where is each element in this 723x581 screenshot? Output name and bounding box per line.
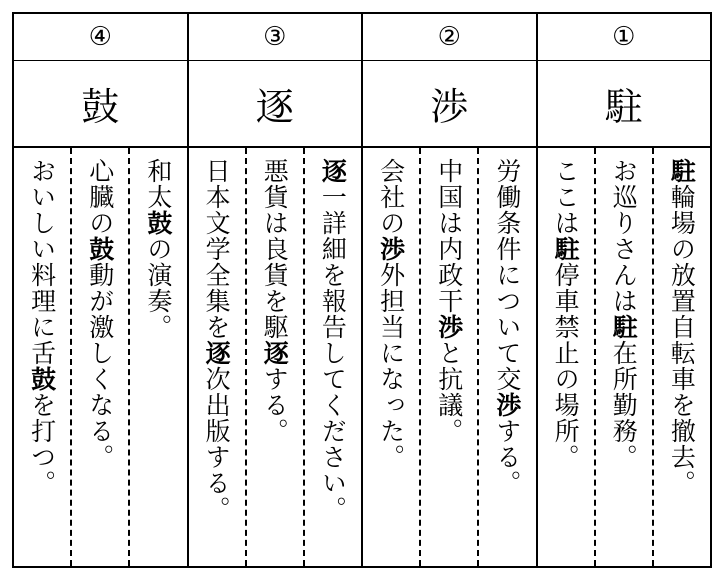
target-kanji: 逐 xyxy=(255,84,294,129)
example-sentence xyxy=(492,158,522,496)
number-cell-4 xyxy=(14,14,189,60)
sentence-text: する。 xyxy=(260,366,290,444)
column-number: ④ xyxy=(88,22,112,52)
highlighted-kanji: 渉 xyxy=(376,236,406,262)
example-sentence xyxy=(85,158,115,470)
highlighted-kanji: 駐 xyxy=(609,314,639,340)
sentence-column xyxy=(654,148,710,566)
sentence-text: 心臓の xyxy=(85,158,115,236)
sentence-text: と抗議。 xyxy=(434,340,464,444)
highlighted-kanji: 鼓 xyxy=(27,366,57,392)
column-number: ① xyxy=(612,22,636,52)
worksheet-table xyxy=(12,12,712,568)
number-cell-1 xyxy=(538,14,711,60)
sentence-column xyxy=(305,148,361,566)
sentence-text: 輪場の放置自転車を撤去。 xyxy=(667,184,697,496)
example-sentence xyxy=(27,158,57,496)
sentence-text: する。 xyxy=(492,418,522,496)
sentence-text: おいしい料理に舌 xyxy=(27,158,57,366)
sentence-column xyxy=(537,148,595,566)
highlighted-kanji: 逐 xyxy=(318,158,348,184)
sentence-text: 日本文学全集を xyxy=(202,158,232,340)
sentence-text: 動が激しくなる。 xyxy=(85,262,115,470)
sentence-text: 和太 xyxy=(143,158,173,210)
example-sentence xyxy=(434,158,464,444)
sentence-text: の演奏。 xyxy=(143,236,173,340)
example-sentence xyxy=(143,158,173,340)
sentence-text: 次出版する。 xyxy=(202,366,232,522)
sentence-column xyxy=(188,148,246,566)
sentence-text: 中国は内政干 xyxy=(434,158,464,314)
sentence-column xyxy=(596,148,654,566)
highlighted-kanji: 駐 xyxy=(667,158,697,184)
highlighted-kanji: 逐 xyxy=(260,340,290,366)
sentence-column xyxy=(72,148,130,566)
highlighted-kanji: 渉 xyxy=(434,314,464,340)
sentence-column xyxy=(421,148,479,566)
column-number: ② xyxy=(437,22,461,52)
example-sentence xyxy=(609,158,639,470)
highlighted-kanji: 鼓 xyxy=(143,210,173,236)
number-cell-3 xyxy=(189,14,364,60)
sentence-text: を打つ。 xyxy=(27,392,57,496)
number-cell-2 xyxy=(363,14,538,60)
kanji-cell-1 xyxy=(538,60,711,146)
sentence-text: 停車禁止の場所。 xyxy=(551,262,581,470)
sentence-text: 会社の xyxy=(376,158,406,236)
number-row xyxy=(14,14,710,61)
sentence-text: ここは xyxy=(551,158,581,236)
example-sentence xyxy=(260,158,290,444)
highlighted-kanji: 鼓 xyxy=(85,236,115,262)
example-sentence xyxy=(318,158,348,522)
sentence-column xyxy=(363,148,421,566)
sentence-group-4 xyxy=(14,148,189,566)
target-kanji: 鼓 xyxy=(81,84,120,129)
example-sentence xyxy=(551,158,581,470)
sentence-text: 一詳細を報告してください。 xyxy=(318,184,348,522)
sentence-text: 労働条件について交 xyxy=(492,158,522,392)
kanji-cell-3 xyxy=(189,60,364,146)
highlighted-kanji: 渉 xyxy=(492,392,522,418)
kanji-row xyxy=(14,60,710,148)
sentence-text: 在所勤務。 xyxy=(609,340,639,470)
example-sentence xyxy=(202,158,232,522)
sentence-column xyxy=(479,148,535,566)
kanji-cell-2 xyxy=(363,60,538,146)
target-kanji: 渉 xyxy=(430,84,469,129)
sentence-column xyxy=(247,148,305,566)
highlighted-kanji: 駐 xyxy=(551,236,581,262)
sentence-text: 悪貨は良貨を駆 xyxy=(260,158,290,340)
column-number: ③ xyxy=(263,22,287,52)
sentence-column xyxy=(130,148,186,566)
sentence-text: 外担当になった。 xyxy=(376,262,406,470)
example-sentences-area xyxy=(14,148,710,566)
sentence-group-1 xyxy=(538,148,711,566)
example-sentence xyxy=(667,158,697,496)
highlighted-kanji: 逐 xyxy=(202,340,232,366)
target-kanji: 駐 xyxy=(604,84,643,129)
sentence-group-3 xyxy=(189,148,364,566)
sentence-group-2 xyxy=(363,148,538,566)
sentence-text: お巡りさんは xyxy=(609,158,639,314)
sentence-column xyxy=(14,148,72,566)
example-sentence xyxy=(376,158,406,470)
kanji-cell-4 xyxy=(14,60,189,146)
